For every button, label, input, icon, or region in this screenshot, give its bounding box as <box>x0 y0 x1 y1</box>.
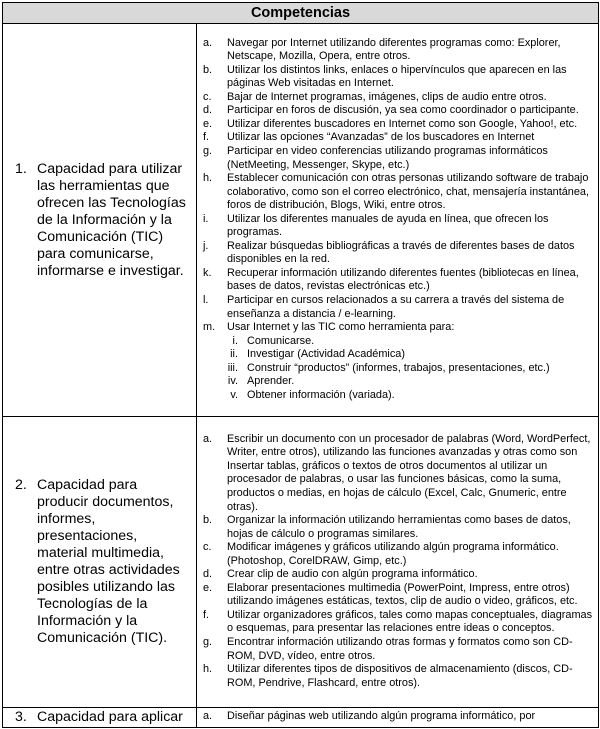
item-text: Participar en video conferencias utilizando programas informáticos (NetMeeting, Messenger, Skype, etc.) <box>227 144 548 171</box>
list-item <box>197 267 594 294</box>
competence-title: Capacidad para utilizar las herramientas que ofrecen las Tecnologías de la Información y la Comunicación (TIC) para comunicarse, informarse e investigar. <box>37 160 186 279</box>
item-marker: h. <box>203 663 213 676</box>
item-marker: c. <box>203 541 212 554</box>
item-marker: l. <box>203 294 209 306</box>
activities-cell <box>197 708 599 728</box>
item-text: Diseñar páginas web utilizando algún programa informático, por <box>227 710 536 723</box>
list-item <box>197 710 594 724</box>
item-marker: a. <box>203 36 213 49</box>
list-item <box>197 294 594 321</box>
competence-cell <box>3 708 197 728</box>
sub-item-text: Obtener información (variada). <box>247 388 395 401</box>
item-marker: i. <box>203 212 209 225</box>
competence-text-wrap <box>3 709 196 726</box>
item-text: Encontrar información utilizando otras formas y formatos como son CD-ROM, DVD, vídeo, entre otros. <box>227 636 573 662</box>
list-item <box>197 514 594 541</box>
table-row <box>3 417 599 708</box>
list-item <box>197 240 594 267</box>
item-marker: k. <box>203 266 212 279</box>
sub-item-text: Construir “productos” (informes, trabajos, presentaciones, etc.) <box>247 361 550 374</box>
list-item <box>197 541 594 568</box>
item-text: Participar en cursos relacionados a su carrera a través del sistema de enseñanza a distancia / e-learning. <box>227 294 565 320</box>
competence-cell <box>3 417 197 708</box>
item-text: Utilizar diferentes buscadores en Internet como son Google, Yahoo!, etc. <box>227 117 578 130</box>
competence-number: 1. <box>15 160 27 177</box>
list-item <box>197 609 594 636</box>
item-marker: g. <box>203 636 213 648</box>
competence-title: Capacidad para producir documentos, informes, presentaciones, material multimedia, entre otras actividades posibles utilizando las Tecnologías de la Información y la Comunicación (TIC). <box>37 477 180 646</box>
competence-number: 3. <box>15 709 27 725</box>
sub-item-text: Aprender. <box>247 375 295 388</box>
list-item <box>197 582 594 609</box>
sub-item-text: Comunicarse. <box>247 334 315 347</box>
sub-item-marker: iii. <box>227 361 238 374</box>
list-item <box>197 172 594 213</box>
sub-list-item <box>197 389 594 403</box>
table-row <box>3 24 599 417</box>
list-item <box>197 131 594 145</box>
list-item <box>197 433 594 514</box>
sub-item-marker: ii. <box>230 348 238 361</box>
sub-list <box>197 335 594 403</box>
item-text: Establecer comunicación con otras personas utilizando software de trabajo colaborativo, como son el correo electrónico, chat, mensajería instantánea, foros de distribución, Blogs, Wiki, entre otros. <box>227 172 590 212</box>
table-row <box>3 708 599 728</box>
list-item <box>197 118 594 132</box>
competence-number: 2. <box>15 477 27 493</box>
sub-list-item <box>197 362 594 376</box>
item-marker: j. <box>203 239 209 252</box>
competencias-table <box>2 2 599 728</box>
item-text: Participar en foros de discusión, ya sea como coordinador o participante. <box>227 104 579 117</box>
competence-title: Capacidad para aplicar <box>37 709 183 725</box>
activity-list <box>197 37 598 404</box>
list-item <box>197 663 594 690</box>
activities-cell <box>197 417 599 708</box>
list-item <box>197 91 594 105</box>
competence-text-wrap <box>3 477 196 647</box>
list-item <box>197 321 594 335</box>
item-marker: d. <box>203 104 213 117</box>
item-marker: b. <box>203 514 213 527</box>
item-marker: f. <box>203 608 210 621</box>
sub-list-item <box>197 375 594 389</box>
table-header-row <box>3 3 599 24</box>
competence-text-wrap <box>3 161 196 280</box>
activities-cell <box>197 24 599 417</box>
item-text: Utilizar organizadores gráficos, tales como mapas conceptuales, diagramas o esquemas, para presentar las relaciones entre ideas o conceptos. <box>227 608 593 635</box>
item-marker: m. <box>203 321 216 334</box>
list-item <box>197 568 594 582</box>
list-item <box>197 104 594 118</box>
table-header: Competencias <box>3 3 599 24</box>
item-text: Organizar la información utilizando herramientas como bases de datos, hojas de cálculo o programas similares. <box>227 514 571 540</box>
item-marker: e. <box>203 581 213 594</box>
item-text: Utilizar los distintos links, enlaces o hipervínculos que aparecen en las páginas Web visitadas en Internet. <box>227 63 567 90</box>
item-marker: d. <box>203 568 213 581</box>
item-marker: h. <box>203 172 213 185</box>
sub-item-text: Investigar (Actividad Académica) <box>247 348 405 361</box>
item-text: Utilizar las opciones “Avanzadas” de los buscadores en Internet <box>227 131 535 144</box>
item-text: Utilizar diferentes tipos de dispositivos de almacenamiento (discos, CD-ROM, Pendrive, Flashcard, entre otros). <box>227 663 573 689</box>
item-marker: c. <box>203 90 212 103</box>
item-text: Escribir un documento con un procesador de palabras (Word, WordPerfect, Writer, entre otros), utilizando las funciones avanzadas y otras como son Insertar tablas, gráficos o textos de otros documentos al utilizar un procesador de palabras, o usar las funciones básicas, como la suma, productos o medias, en hojas de cálculo (Excel, Calc, Gnumeric, entre otras). <box>227 432 591 513</box>
sub-list-item <box>197 348 594 362</box>
item-text: Navegar por Internet utilizando diferentes programas como: Explorer, Netscape, Mozilla, Opera, entre otros. <box>227 36 561 63</box>
list-item <box>197 145 594 172</box>
item-text: Utilizar los diferentes manuales de ayuda en línea, que ofrecen los programas. <box>227 212 549 239</box>
list-item <box>197 64 594 91</box>
item-text: Realizar búsquedas bibliográficas a través de diferentes bases de datos disponibles en la red. <box>227 239 575 266</box>
item-text: Modificar imágenes y gráficos utilizando algún programa informático. (Photoshop, CorelDRAW, Gimp, etc.) <box>227 541 559 567</box>
item-marker: a. <box>203 710 213 723</box>
item-text: Crear clip de audio con algún programa informático. <box>227 568 478 581</box>
list-item <box>197 37 594 64</box>
item-marker: e. <box>203 117 213 130</box>
sub-item-marker: i. <box>232 334 238 347</box>
item-text: Bajar de Internet programas, imágenes, clips de audio entre otros. <box>227 90 547 103</box>
competence-cell <box>3 24 197 417</box>
activity-list <box>197 710 598 725</box>
list-item <box>197 636 594 663</box>
sub-item-marker: iv. <box>227 375 238 388</box>
item-marker: f. <box>203 131 210 144</box>
activity-list <box>197 433 598 691</box>
item-marker: a. <box>203 432 213 445</box>
item-marker: g. <box>203 144 213 157</box>
item-text: Elaborar presentaciones multimedia (PowerPoint, Impress, entre otros) utilizando imágenes estáticas, textos, clip de audio o video, gráficos, etc. <box>227 581 578 608</box>
list-item <box>197 213 594 240</box>
sub-list-item <box>197 335 594 349</box>
sub-item-marker: v. <box>230 388 238 401</box>
item-text: Recuperar información utilizando diferentes fuentes (bibliotecas en línea, bases de datos, revistas electrónicas etc.) <box>227 266 579 293</box>
item-marker: b. <box>203 63 213 76</box>
item-text: Usar Internet y las TIC como herramienta para: <box>227 321 455 334</box>
